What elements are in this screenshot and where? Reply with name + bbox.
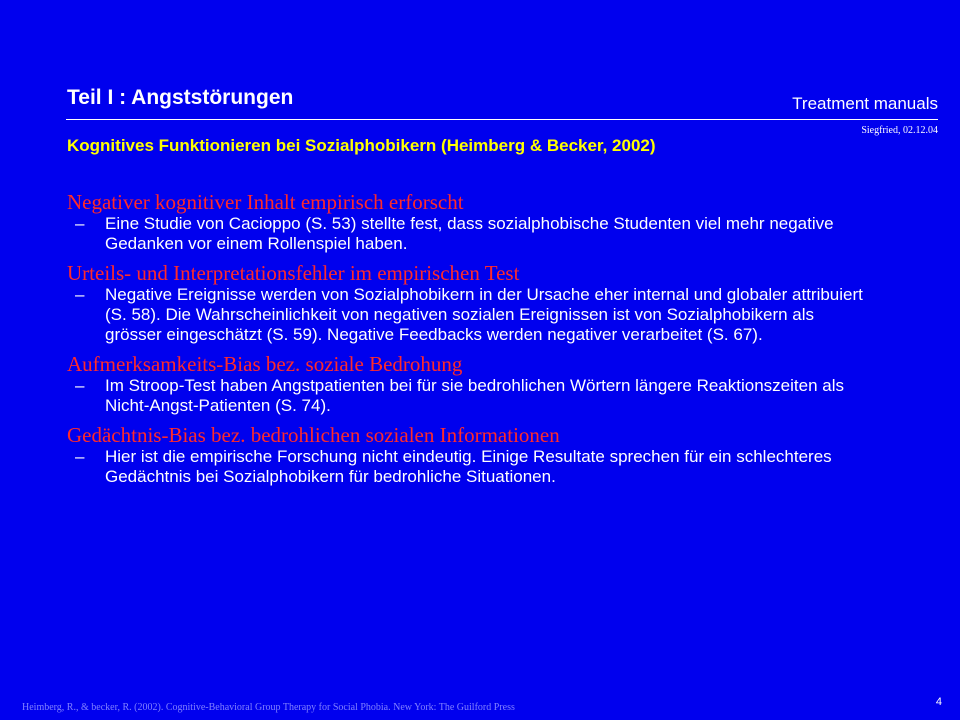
bullet-text: Eine Studie von Cacioppo (S. 53) stellte fest, dass sozialphobische Studenten viel mehr negative Gedanken vor einem Rollenspiel haben. (105, 214, 834, 253)
bullet-text: Im Stroop-Test haben Angstpatienten bei für sie bedrohlichen Wörtern längere Reaktionszeiten als Nicht-Angst-Patienten (S. 74). (105, 376, 844, 415)
bullet-item (67, 285, 867, 345)
header-divider (66, 119, 938, 120)
dash-marker: – (75, 376, 85, 395)
bullet-item (67, 447, 867, 487)
page-number: 4 (935, 696, 942, 708)
section-heading: Aufmerksamkeits-Bias bez. soziale Bedrohung (67, 352, 463, 376)
bullet-item (67, 214, 867, 254)
section-heading: Negativer kognitiver Inhalt empirisch erforscht (67, 190, 464, 214)
dash-marker: – (75, 285, 85, 304)
section-heading: Gedächtnis-Bias bez. bedrohlichen sozialen Informationen (67, 423, 560, 447)
bullet-text: Negative Ereignisse werden von Sozialphobikern in der Ursache eher internal und globaler attribuiert (S. 58). Die Wahrscheinlichkeit von negativen sozialen Ereignissen ist von Sozialphobikern als grösser eingeschätzt (S. 59). Negative Feedbacks werden negativer verarbeitet (S. 67). (105, 285, 863, 344)
date-label: Siegfried, 02.12.04 (861, 125, 938, 136)
section-judgment-errors (67, 261, 867, 345)
content-area (67, 190, 867, 494)
section-heading: Urteils- und Interpretationsfehler im empirischen Test (67, 261, 520, 285)
footer-reference: Heimberg, R., & becker, R. (2002). Cognitive-Behavioral Group Therapy for Social Phobia. New York: The Guilford Press (22, 702, 515, 713)
slide-title: Teil I : Angststörungen (67, 86, 294, 109)
section-negative-content (67, 190, 867, 254)
bullet-text: Hier ist die empirische Forschung nicht eindeutig. Einige Resultate sprechen für ein schlechteres Gedächtnis bei Sozialphobikern für bedrohliche Situationen. (105, 447, 832, 486)
slide-subtitle: Kognitives Funktionieren bei Sozialphobikern (Heimberg & Becker, 2002) (67, 136, 656, 155)
section-label: Treatment manuals (792, 94, 938, 113)
bullet-item (67, 376, 867, 416)
section-attention-bias (67, 352, 867, 416)
dash-marker: – (75, 214, 85, 233)
section-memory-bias (67, 423, 867, 487)
dash-marker: – (75, 447, 85, 466)
